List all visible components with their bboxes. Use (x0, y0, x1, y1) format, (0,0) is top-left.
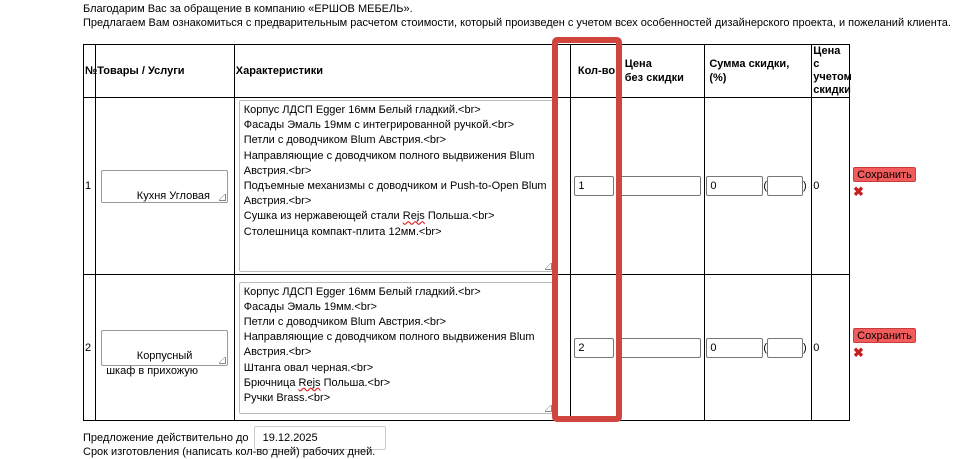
goods-name-textarea[interactable] (101, 330, 228, 377)
goods-name-text: Кухня Угловая (136, 189, 210, 202)
paren-open: ( (763, 179, 768, 192)
table-row (84, 275, 850, 421)
resize-grip-icon[interactable] (545, 263, 552, 270)
resize-grip-icon[interactable] (545, 405, 552, 412)
goods-name-textarea[interactable] (101, 170, 228, 203)
goods-cell (96, 98, 235, 275)
col-header-num: № (84, 45, 96, 98)
characteristics-line: Корпус ЛДСП Egger 16мм Белый гладкий.<br> (243, 285, 481, 298)
characteristics-line: Сушка из нержавеющей стали Rejs Польша.<br> (243, 210, 495, 223)
final-price-cell: 0 (812, 98, 850, 275)
characteristics-line: Подъемные механизмы с доводчиком и Push-to-Open Blum (243, 180, 547, 193)
col-header-final-line2: учетом (813, 71, 852, 83)
discount-percent-input[interactable] (767, 176, 803, 196)
resize-grip-icon[interactable] (219, 194, 226, 201)
resize-grip-icon[interactable] (219, 357, 226, 364)
paren-open: ( (763, 341, 768, 354)
characteristics-line: Фасады Эмаль 19мм.<br> (243, 300, 377, 313)
qty-input[interactable]: 2 (574, 338, 614, 358)
price-input[interactable] (620, 338, 701, 358)
price-input[interactable] (620, 176, 701, 196)
characteristics-line: Австрия.<br> (243, 195, 312, 208)
discount-input[interactable]: 0 (706, 176, 763, 196)
col-header-final-line1: Цена с (813, 45, 841, 70)
final-price-cell: 0 (812, 275, 850, 421)
discount-cell (705, 275, 812, 421)
characteristics-line: Австрия.<br> (243, 164, 312, 177)
table-row (84, 98, 850, 275)
spellcheck-word: Rejs (298, 376, 321, 389)
characteristics-line: Фасады Эмаль 19мм с интегрированной ручкой.<br> (243, 119, 515, 132)
discount-percent-input[interactable] (767, 338, 803, 358)
col-header-discount (705, 45, 812, 98)
characteristics-line: Ручки Brass.<br> (243, 391, 331, 404)
col-header-final-line3: скидки (813, 84, 851, 96)
intro-text (83, 2, 951, 30)
characteristics-line: Направляющие с доводчиком полного выдвижения Blum (243, 149, 535, 162)
validity-label: Предложение действительно до (83, 431, 249, 444)
table-header-row (84, 45, 850, 98)
col-header-final (812, 45, 850, 98)
col-header-discount-line2: (%) (709, 72, 727, 84)
characteristics-textarea[interactable] (239, 100, 554, 272)
price-cell (618, 98, 705, 275)
discount-input[interactable]: 0 (706, 338, 763, 358)
qty-cell (570, 275, 618, 421)
characteristics-textarea[interactable] (239, 282, 554, 414)
col-header-price-line2: без скидки (624, 72, 684, 84)
col-header-characteristics: Характеристики (234, 45, 570, 98)
spellcheck-word: Rejs (402, 210, 425, 223)
goods-cell (96, 275, 235, 421)
price-cell (618, 275, 705, 421)
discount-cell (705, 98, 812, 275)
characteristics-line: Столешница компакт-плита 12мм.<br> (243, 225, 442, 238)
characteristics-line: Штанга овал черная.<br> (243, 361, 374, 374)
validity-date-input[interactable]: 19.12.2025 (254, 426, 386, 450)
row-num: 2 (84, 275, 96, 421)
save-button[interactable]: Сохранить (853, 328, 916, 343)
col-header-qty (570, 45, 618, 98)
col-header-price (618, 45, 705, 98)
characteristics-line: Корпус ЛДСП Egger 16мм Белый гладкий.<br> (243, 104, 481, 116)
col-header-discount-line1: Сумма скидки, (709, 58, 790, 70)
characteristics-cell (234, 98, 570, 275)
characteristics-line: Брючница Rejs Польша.<br> (243, 376, 391, 389)
estimate-table (83, 44, 850, 421)
characteristics-cell (234, 275, 570, 421)
goods-name-text: Корпусный шкаф в прихожую (106, 349, 199, 377)
characteristics-line: Австрия.<br> (243, 346, 312, 359)
characteristics-line: Петли с доводчиком Blum Австрия.<br> (243, 134, 447, 147)
paren-close: ) (803, 341, 807, 354)
row-num: 1 (84, 98, 96, 275)
col-header-goods: Товары / Услуги (96, 45, 235, 98)
save-button[interactable]: Сохранить (853, 167, 916, 182)
characteristics-line: Петли с доводчиком Blum Австрия.<br> (243, 315, 447, 328)
close-icon[interactable]: ✖ (853, 184, 864, 199)
intro-line-2: Предлагаем Вам ознакомиться с предварительным расчетом стоимости, который произведен с учетом всех особенностей дизайнерского проекта, и пожеланий клиента. (83, 17, 951, 29)
qty-input[interactable]: 1 (574, 176, 614, 196)
close-icon[interactable]: ✖ (853, 345, 864, 360)
qty-cell (570, 98, 618, 275)
intro-line-1: Благодарим Вас за обращение в компанию «ЕРШОВ МЕБЕЛЬ». (83, 3, 413, 15)
production-term-text: Срок изготовления (написать кол-во дней) рабочих дней. (83, 446, 376, 458)
characteristics-line: Направляющие с доводчиком полного выдвижения Blum (243, 331, 535, 344)
col-header-price-line1: Цена (624, 58, 652, 70)
paren-close: ) (803, 179, 807, 192)
col-header-qty-label: Кол-во (577, 65, 616, 77)
